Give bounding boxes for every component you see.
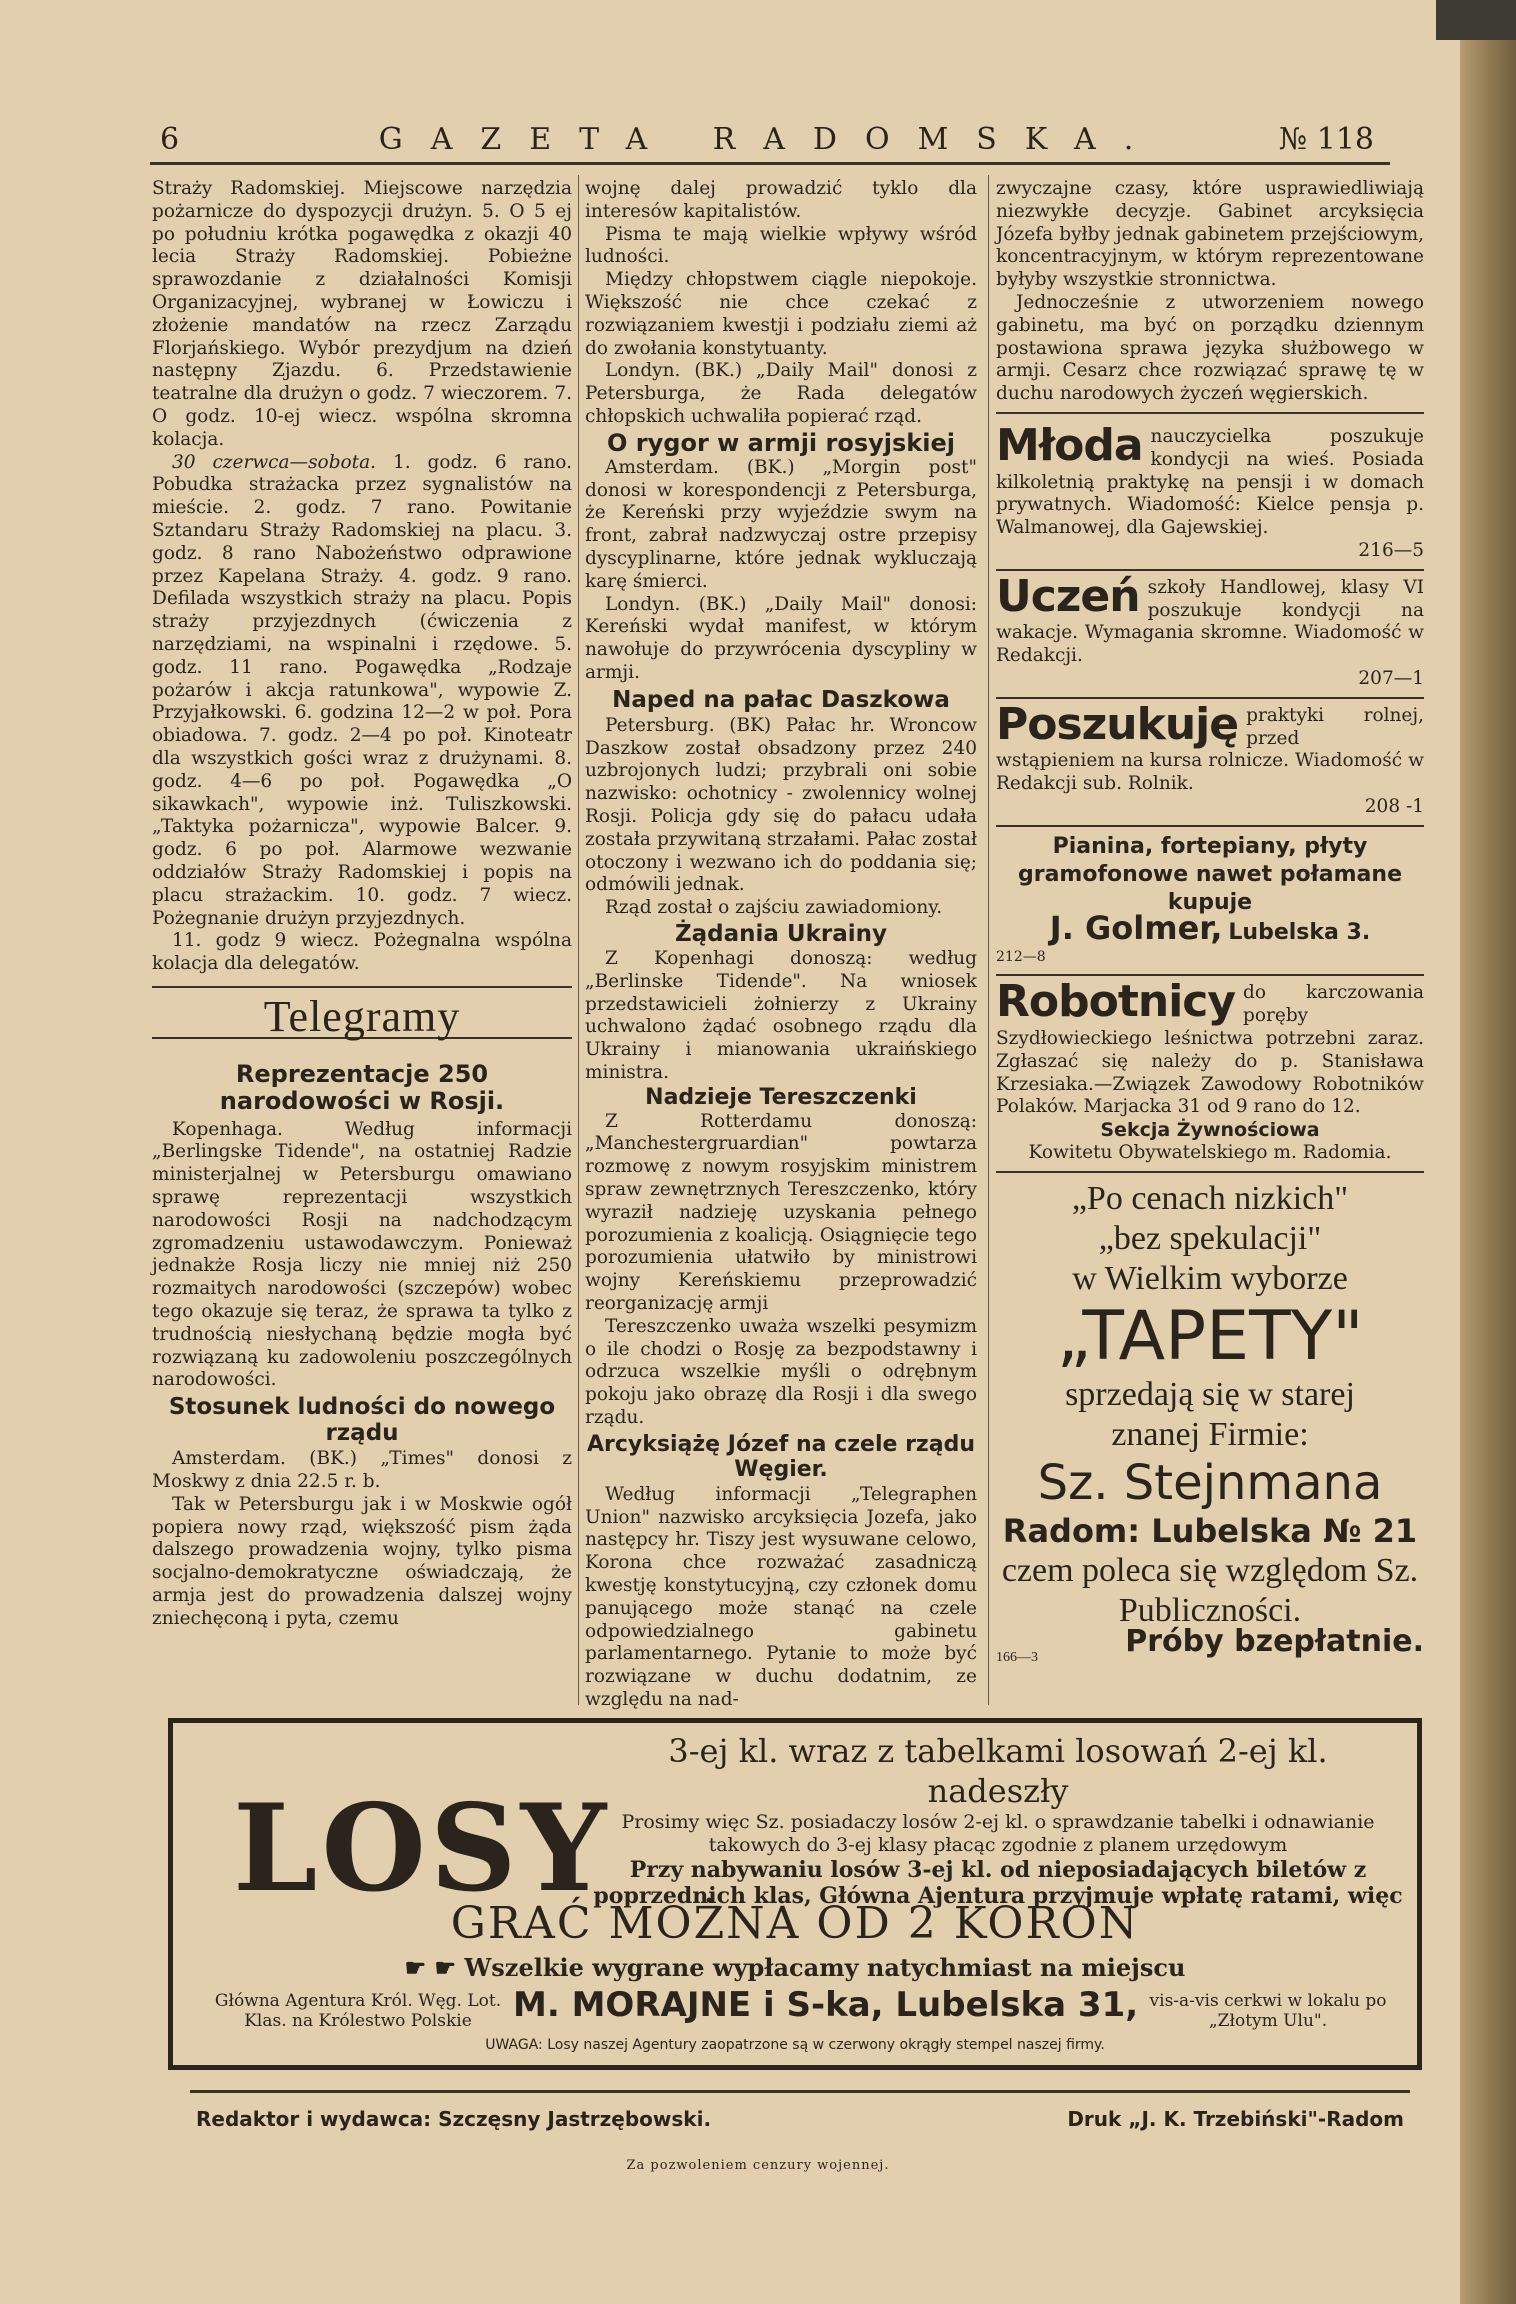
article-text: Londyn. (BK.) „Daily Mail" donosi: Kereński wydał manifest, w którym nawołuje do przywrócenia dyscypliny w armji. [585, 593, 977, 683]
classified-ad [996, 827, 1424, 977]
article-text: Z Kopenhagi donoszą: według „Berlinske Tidende". Na wniosek przedstawicieli żołnierzy z Ukrainy uchwalono żądać osobnego rządu dla Ukrainy i mianowania ukraińskiego ministra. [585, 947, 977, 1083]
article-heading: Reprezentacje 250 narodowości w Rosji. [219, 1059, 505, 1115]
article-text [152, 452, 572, 931]
article-text: zwyczajne czasy, które usprawiedliwiają niezwykłe decyzje. Gabinet arcyksięcia Józefa byłby jednak gabinetem przejściowym, koncentracyjnym, w którym reprezentowane byłyby wszystkie stronnictwa. [996, 178, 1424, 291]
classified-ad [996, 976, 1424, 1172]
article-text: 1. godz. 6 rano. Pobudka strażacka przez sygnalistów na mieście. 2. godz. 7 rano. Powitanie Sztandaru Straży Radomskiej na placu. 3. godz. 8 rano Nabożeństwo odprawione przez Kapelana Straży. 4. godz. 9 rano. Defilada wszystkich straży na placu. Popis straży przyjezdnych (ćwiczenia z narzędziami, na wspinalni i rzędowe. 5. godz. 11 rano. Pogawędka „Rodzaje pożarów i akcja ratunkowa", wypowie Z. Przyjałkowski. 6. godzina 12—2 w poł. Pora obiadowa. 7. godz. 2—4 po poł. Kinoteatr dla wszystkich gości wraz z drużynami. 8. godz. 4—6 po poł. Pogawędka „O sikawkach", wypowie inż. Tuliszkowski. „Taktyka pożarnicza", wypowie Balcer. 9. godz. 6 po poł. Alarmowe wezwanie oddziałów Straży Radomskiej i popis na placu strażackim. 10. godz. 7 wiecz. Pożegnanie drużyn przyjezdnych. [152, 451, 572, 929]
column-1 [152, 178, 572, 1631]
censorship-note: Za pozwoleniem cenzury wojennej. [626, 2158, 890, 2173]
ad-name: J. Golmer, [1049, 908, 1223, 947]
tapety-line: Próby bzepłatnie. [1125, 1623, 1424, 1659]
printer-credit: Druk „J. K. Trzebiński"-Radom [1067, 2107, 1404, 2131]
newspaper-title: GAZETA RADOMSKA. [378, 122, 1162, 157]
article-text: Pisma te mają wielkie wpływy wśród ludności. [585, 223, 977, 268]
losy-line: Wszelkie wygrane wypłacamy natychmiast na miejscu [464, 1953, 1186, 1982]
article-heading: Nadzieje Tereszczenki [645, 1084, 917, 1110]
classified-ad [996, 571, 1424, 699]
article-text: Amsterdam. (BK.) „Times" donosi z Moskwy z dnia 22.5 r. b. [152, 1448, 572, 1493]
firm-name: Sz. Stejnmana [1037, 1454, 1383, 1511]
article-heading: Naped na pałac Daszkowa [612, 686, 950, 713]
classified-ad [996, 699, 1424, 827]
pointing-hand-icon: ☛ ☛ [404, 1953, 465, 1982]
losy-headline: LOSY [233, 1778, 611, 1919]
tapety-ad [996, 1179, 1424, 1671]
ad-org: Kowitetu Obywatelskiego m. Radomia. [1028, 1141, 1392, 1163]
ad-keyword: Uczeń [996, 570, 1140, 622]
ad-text: do karczowania poręby Szydłowieckiego leśnictwa potrzebni zaraz. Zgłaszać się należy do p. Stanisława Krzesiaka.—Związek Zawodowy Robotników Polaków. Marjacka 31 od 9 rano do 12. [996, 982, 1424, 1118]
ad-keyword: Poszukuję [996, 698, 1239, 750]
article-text: Według informacji „Telegraphen Union" nazwisko arcyksięcia Jozefa, jako następcy hr. Tiszy jest wysuwane celowo, Korona chce rozważać zasadniczą kwestję konstytucyjną, czy członek domu panującego może stanąć na czele odpowiedzialnego gabinetu parlamentarnego. Pytanie to może być rozwiązane w duchu dodatnim, ze względu na nad- [585, 1483, 977, 1711]
date-heading: 30 czerwca—sobota. [172, 451, 377, 473]
article-text: Londyn. (BK.) „Daily Mail" donosi z Petersburga, że Rada delegatów chłopskich uchwaliła popierać rząd. [585, 360, 977, 427]
column-divider [578, 175, 579, 1705]
article-heading: Arcyksiążę Józef na czele rządu Węgier. [587, 1431, 975, 1482]
divider [996, 412, 1424, 414]
firm-address: Radom: Lubelska № 21 [1002, 1511, 1418, 1550]
ad-text: nauczycielka poszukuje kondycji na wieś. Posiada kilkoletnią praktykę na pensji i w domach prywatnych. Wiadomość: Kielce pensja p. Walmanowej, dla Gajewskiej. [996, 425, 1424, 539]
article-heading: O rygor w armji rosyjskiej [607, 428, 955, 457]
issue-number: № 118 [1278, 122, 1374, 157]
article-heading: Stosunek ludności do nowego rządu [168, 1394, 556, 1447]
article-text: Straży Radomskiej. Miejscowe narzędzia pożarnicze do dyspozycji drużyn. 5. O 5 ej po południu krótka pogawędka z okazji 40 lecia Straży Radomskiej. Pobieżne sprawozdanie z działalności Komisji Organizacyjnej, wybranej w Łowiczu i złożenie mandatów na rzecz Zarządu Florjańskiego. Wybór prezydjum na dzień następny Zjazdu. 6. Przedstawienie teatralne dla drużyn o godz. 7 wieczorem. 7. O godz. 10-ej wiecz. wspólna skromna kolacja. [152, 178, 572, 450]
losy-agency: Główna Agentura Król. Węg. Lot. Klas. na Królestwo Polskie [214, 1991, 502, 2031]
ad-keyword: Robotnicy [996, 976, 1236, 1028]
ad-text: szkoły Handlowej, klasy VI poszukuje kondycji na wakacje. Wymagania skromne. Wiadomość w Redakcji. [996, 576, 1424, 667]
column-2 [585, 178, 977, 1712]
losy-price: GRAĆ MOŻNA OD 2 KORON [450, 1898, 1140, 1949]
ad-headline: Pianina, fortepiany, płyty gramofonowe nawet połamane kupuje [1017, 833, 1402, 915]
classified-ad [996, 420, 1424, 571]
page-header [150, 118, 1390, 165]
page-edge [1460, 0, 1516, 2304]
tapety-line: „bez spekulacji" [1098, 1219, 1322, 1257]
tapety-headline: „TAPETY" [1056, 1296, 1364, 1376]
tapety-line: czem poleca się względom Sz. Publiczności. [1001, 1551, 1419, 1629]
ad-number: 208 -1 [1364, 795, 1424, 817]
article-text: Tak w Petersburgu jak i w Moskwie ogół popiera nowy rząd, większość pism żąda dalszego prowadzenia wojny, tylko pisma socjalno-demokratyczne oświadczają, że armja jest do prowadzenia dalszej wojny zniechęconą i pyta, czemu [152, 1493, 572, 1629]
tapety-line: znanej Firmie: [1111, 1415, 1309, 1453]
page-number: 6 [160, 122, 180, 157]
article-text: Jednocześnie z utworzeniem nowego gabinetu, ma być on porządku dziennym postawiona sprawa języka służbowego w armji. Cesarz chce rozwiązać sprawę tę w duchu narodowych życzeń węgierskich. [996, 291, 1424, 405]
page-footer [190, 2090, 1410, 2131]
ad-number: 212—8 [996, 948, 1046, 965]
column-divider [988, 175, 989, 1705]
article-text: 11. godz 9 wiecz. Pożegnalna wspólna kolacja dla delegatów. [152, 930, 572, 975]
divider [152, 986, 572, 988]
tapety-line: w Wielkim wyborze [1072, 1259, 1348, 1297]
article-text: Kopenhaga. Według informacji „Berlingske Tidende", na ostatniej Radzie ministerjalnej w Petersburgu omawiano sprawę reprezentacji wszystkich narodowości Rosji na nadchodzącym zgromadzeniu ustawodawczym. Ponieważ jednakże Rosja liczy nie mniej niż 250 rozmaitych narodowości (szczepów) wobec tego okazuje się teraz, że sprawa ta tylko z trudnością niesłychaną będzie mogła być rozwiązaną ku zadowoleniu poszczególnych narodowości. [152, 1118, 572, 1391]
article-text: Petersburg. (BK) Pałac hr. Wroncow Daszkow został obsadzony przez 240 uzbrojonych ludzi; przybrali oni sobie nazwisko: ochotnicy - zwolennicy wolnej Rosji. Policja gdy się do pałacu udała została przywitaną strzałami. Pałac został otoczony i wezwano ich do poddania się; odmówili jednak. [585, 714, 977, 896]
losy-location: vis-a-vis cerkwi w lokalu po „Złotym Ulu". [1149, 1991, 1387, 2031]
editor-credit: Redaktor i wydawca: Szczęsny Jastrzębowski. [196, 2107, 712, 2131]
article-text: Między chłopstwem ciągle niepokoje. Większość nie chce czekać z rozwiązaniem kwestji i podziału ziemi aż do zwołania konstytuanty. [585, 269, 977, 359]
losy-line [203, 1953, 1387, 1982]
ad-keyword: Młoda [996, 419, 1143, 471]
losy-note: UWAGA: Losy naszej Agentury zaopatrzone są w czerwony okrągły stempel naszej firmy. [485, 2037, 1105, 2053]
losy-firm: M. MORAJNE i S-ka, Lubelska 31, [513, 1985, 1139, 2025]
ad-text: praktyki rolnej, przed wstąpieniem na kursa rolnicze. Wiadomość w Redakcji sub. Rolnik. [996, 704, 1424, 795]
article-text: Amsterdam. (BK.) „Morgin post" donosi w korespondencji z Petersburga, że Kereński przy wyjeździe swym na front, zabrał nadzwyczaj ostre przepisy dyscyplinarne, które jednak wykluczają karę śmierci. [585, 456, 977, 592]
page-corner [1436, 0, 1516, 40]
ad-address: Lubelska 3. [1228, 919, 1371, 945]
losy-line: 3-ej kl. wraz z tabelkami losowań 2-ej kl. nadeszły [668, 1732, 1328, 1810]
losy-text [593, 1731, 1403, 1909]
article-text: Tereszczenko uważa wszelki pesymizm o ile chodzi o Rosję za bezpodstawny i odrzuca wszelkie myśli o odrębnym pokoju jako obrazę dla Rosji i dla swego rządu. [585, 1315, 977, 1429]
losy-line: Prosimy więc Sz. posiadaczy losów 2-ej kl. o sprawdzanie tabelki i odnawianie takowych do 3-ej klasy płacąc zgodnie z planem urzędowym [621, 1811, 1375, 1856]
losy-advertisement [168, 1718, 1422, 2070]
tapety-line: sprzedają się w starej [1065, 1375, 1355, 1413]
section-heading-telegramy: Telegramy [263, 991, 461, 1041]
column-3 [996, 178, 1424, 1671]
tapety-line: „Po cenach nizkich" [1071, 1179, 1349, 1217]
ad-number: 166—3 [996, 1649, 1038, 1665]
article-heading: Żądania Ukrainy [674, 920, 888, 947]
ad-org: Sekcja Żywnościowa [1100, 1119, 1320, 1142]
ad-number: 216—5 [1358, 539, 1424, 561]
ad-number: 207—1 [1358, 667, 1424, 689]
article-text: Rząd został o zajściu zawiadomiony. [605, 897, 943, 919]
losy-line: Przy nabywaniu losów 3-ej kl. od nieposiadających biletów z poprzednich klas, Główna Ajentura przyjmuje wpłatę ratami, więc [593, 1857, 1403, 1909]
article-text: wojnę dalej prowadzić tyklo dla interesów kapitalistów. [585, 178, 977, 222]
article-text: Z Rotterdamu donoszą: „Manchestergruardian" powtarza rozmowę z nowym rosyjskim ministrem spraw zewnętrznych Tereszczenko, który wyraził nadzieję uzyskania pełnego porozumienia z koalicją. Osiągnięcie tego porozumienia ułatwiło by ministrowi wojny Kereńskiemu przeprowadzić reorganizację armji [585, 1110, 977, 1315]
